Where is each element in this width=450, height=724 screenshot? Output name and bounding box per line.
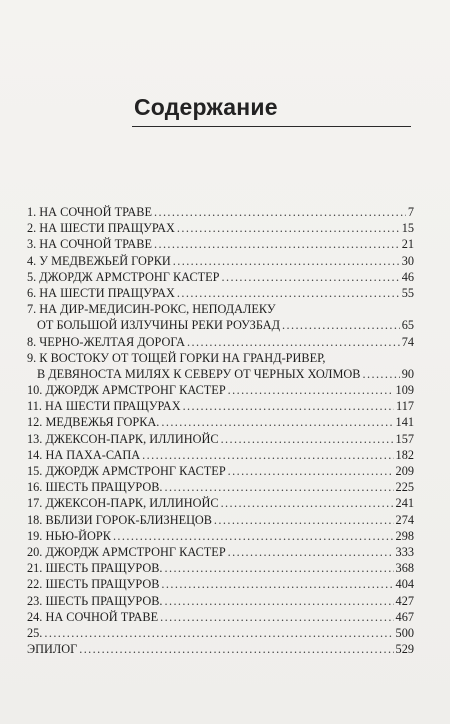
toc-entry xyxy=(27,463,414,479)
toc-entry xyxy=(27,236,414,252)
toc-page-number: 109 xyxy=(395,383,414,398)
toc-entry xyxy=(27,560,414,576)
toc-entry-title: 16. ШЕСТЬ ПРАЩУРОВ. xyxy=(27,480,163,495)
toc-entry-title: ОТ БОЛЬШОЙ ИЗЛУЧИНЫ РЕКИ РОУЗБАД xyxy=(37,318,281,333)
contents-header xyxy=(126,93,413,121)
toc-entry-title: 18. ВБЛИЗИ ГОРОК-БЛИЗНЕЦОВ xyxy=(27,512,212,527)
leader-dots xyxy=(282,317,400,333)
toc-entry xyxy=(27,593,414,609)
leader-dots xyxy=(142,447,393,463)
leader-dots xyxy=(161,414,393,430)
toc-entry xyxy=(27,431,414,447)
toc-entry-title: 20. ДЖОРДЖ АРМСТРОНГ КАСТЕР xyxy=(27,544,226,559)
toc-entry-title: 25. xyxy=(27,625,43,640)
toc-page-number: 500 xyxy=(395,625,414,640)
toc-entry-title: 14. НА ПАХА-САПА xyxy=(27,447,141,462)
toc-entry-title: 21. ШЕСТЬ ПРАЩУРОВ. xyxy=(27,561,163,576)
leader-dots xyxy=(214,512,394,528)
leader-dots xyxy=(165,593,394,609)
leader-dots xyxy=(154,236,400,252)
toc-entry xyxy=(27,334,414,350)
toc-entry xyxy=(27,204,414,220)
toc-entry xyxy=(27,625,414,641)
leader-dots xyxy=(177,285,400,301)
toc-entry-title: ЭПИЛОГ xyxy=(27,642,78,657)
leader-dots xyxy=(177,220,400,236)
toc-page-number: 55 xyxy=(401,285,414,300)
toc-page-number: 15 xyxy=(401,221,414,236)
toc-entry-title: 23. ШЕСТЬ ПРАЩУРОВ. xyxy=(27,593,163,608)
leader-dots xyxy=(187,334,400,350)
table-of-contents xyxy=(27,204,414,657)
toc-entry xyxy=(27,398,414,414)
toc-entry xyxy=(27,317,414,333)
toc-entry xyxy=(27,366,414,382)
toc-entry-title: 9. К ВОСТОКУ ОТ ТОЩЕЙ ГОРКИ НА ГРАНД-РИВЕР, xyxy=(27,350,326,365)
toc-entry-title: 22. ШЕСТЬ ПРАЩУРОВ xyxy=(27,577,160,592)
toc-entry-title: 4. У МЕДВЕЖЬЕЙ ГОРКИ xyxy=(27,253,171,268)
toc-entry xyxy=(27,576,414,592)
toc-page-number: 117 xyxy=(396,399,414,414)
leader-dots xyxy=(165,560,394,576)
toc-entry xyxy=(27,544,414,560)
toc-page-number: 209 xyxy=(395,464,414,478)
page-title: Содержание xyxy=(134,94,278,120)
toc-entry-title: 13. ДЖЕКСОН-ПАРК, ИЛЛИНОЙС xyxy=(27,431,219,446)
toc-page-number: 274 xyxy=(395,512,414,527)
toc-entry-title: 19. НЬЮ-ЙОРК xyxy=(27,528,111,543)
toc-page-number: 65 xyxy=(401,318,414,333)
toc-entry-line xyxy=(27,301,414,317)
toc-page-number: 7 xyxy=(407,205,414,219)
leader-dots xyxy=(228,463,394,479)
toc-entry-title: 17. ДЖЕКСОН-ПАРК, ИЛЛИНОЙС xyxy=(27,496,219,511)
toc-entry-title: 3. НА СОЧНОЙ ТРАВЕ xyxy=(27,237,152,252)
leader-dots xyxy=(165,479,394,495)
leader-dots xyxy=(44,625,393,641)
toc-page-number: 30 xyxy=(401,253,414,268)
toc-page-number: 182 xyxy=(395,447,414,462)
toc-entry-title: 8. ЧЕРНО-ЖЕЛТАЯ ДОРОГА xyxy=(27,334,186,349)
toc-entry-title: В ДЕВЯНОСТА МИЛЯХ К СЕВЕРУ ОТ ЧЕРНЫХ ХОЛМОВ xyxy=(37,366,361,381)
toc-entry xyxy=(27,382,414,398)
toc-page-number: 241 xyxy=(395,496,414,511)
toc-entry xyxy=(27,414,414,430)
toc-entry xyxy=(27,512,414,528)
toc-entry xyxy=(27,528,414,544)
toc-entry xyxy=(27,641,414,657)
toc-entry-title: 11. НА ШЕСТИ ПРАЩУРАХ xyxy=(27,399,181,414)
toc-page-number: 404 xyxy=(395,577,414,592)
leader-dots xyxy=(161,576,393,592)
toc-page-number: 333 xyxy=(395,544,414,559)
toc-entry xyxy=(27,479,414,495)
toc-entry-title: 2. НА ШЕСТИ ПРАЩУРАХ xyxy=(27,221,175,236)
toc-entry-title: 24. НА СОЧНОЙ ТРАВЕ xyxy=(27,609,159,624)
toc-page-number: 225 xyxy=(395,480,414,495)
toc-entry-title: 7. НА ДИР-МЕДИСИН-РОКС, НЕПОДАЛЕКУ xyxy=(27,302,276,317)
toc-entry xyxy=(27,447,414,463)
leader-dots xyxy=(154,204,406,220)
toc-page-number: 298 xyxy=(395,528,414,543)
toc-page-number: 46 xyxy=(401,269,414,284)
toc-entry xyxy=(27,495,414,511)
toc-entry-line xyxy=(27,350,414,366)
toc-entry-title: 1. НА СОЧНОЙ ТРАВЕ xyxy=(27,205,152,219)
leader-dots xyxy=(221,431,394,447)
toc-entry-title: 15. ДЖОРДЖ АРМСТРОНГ КАСТЕР xyxy=(27,464,226,478)
toc-entry xyxy=(27,220,414,236)
toc-entry xyxy=(27,253,414,269)
toc-page-number: 90 xyxy=(401,366,414,381)
leader-dots xyxy=(183,398,394,414)
toc-entry-title: 5. ДЖОРДЖ АРМСТРОНГ КАСТЕР xyxy=(27,269,220,284)
leader-dots xyxy=(113,528,394,544)
leader-dots xyxy=(221,495,394,511)
toc-page-number: 467 xyxy=(395,609,414,624)
toc-page-number: 529 xyxy=(395,642,414,657)
leader-dots xyxy=(173,253,400,269)
toc-entry xyxy=(27,269,414,285)
toc-entry-title: 12. МЕДВЕЖЬЯ ГОРКА. xyxy=(27,415,160,430)
toc-page-number: 157 xyxy=(395,431,414,446)
leader-dots xyxy=(228,382,394,398)
toc-entry xyxy=(27,609,414,625)
leader-dots xyxy=(363,366,400,382)
toc-page-number: 141 xyxy=(395,415,414,430)
leader-dots xyxy=(228,544,394,560)
toc-entry xyxy=(27,285,414,301)
toc-page-number: 368 xyxy=(395,561,414,576)
leader-dots xyxy=(160,609,393,625)
toc-entry-title: 10. ДЖОРДЖ АРМСТРОНГ КАСТЕР xyxy=(27,383,226,398)
toc-page-number: 21 xyxy=(401,237,414,252)
toc-entry-title: 6. НА ШЕСТИ ПРАЩУРАХ xyxy=(27,285,175,300)
leader-dots xyxy=(79,641,393,657)
title-underline xyxy=(132,126,411,127)
toc-page-number: 427 xyxy=(395,593,414,608)
toc-page-number: 74 xyxy=(401,334,414,349)
leader-dots xyxy=(222,269,400,285)
